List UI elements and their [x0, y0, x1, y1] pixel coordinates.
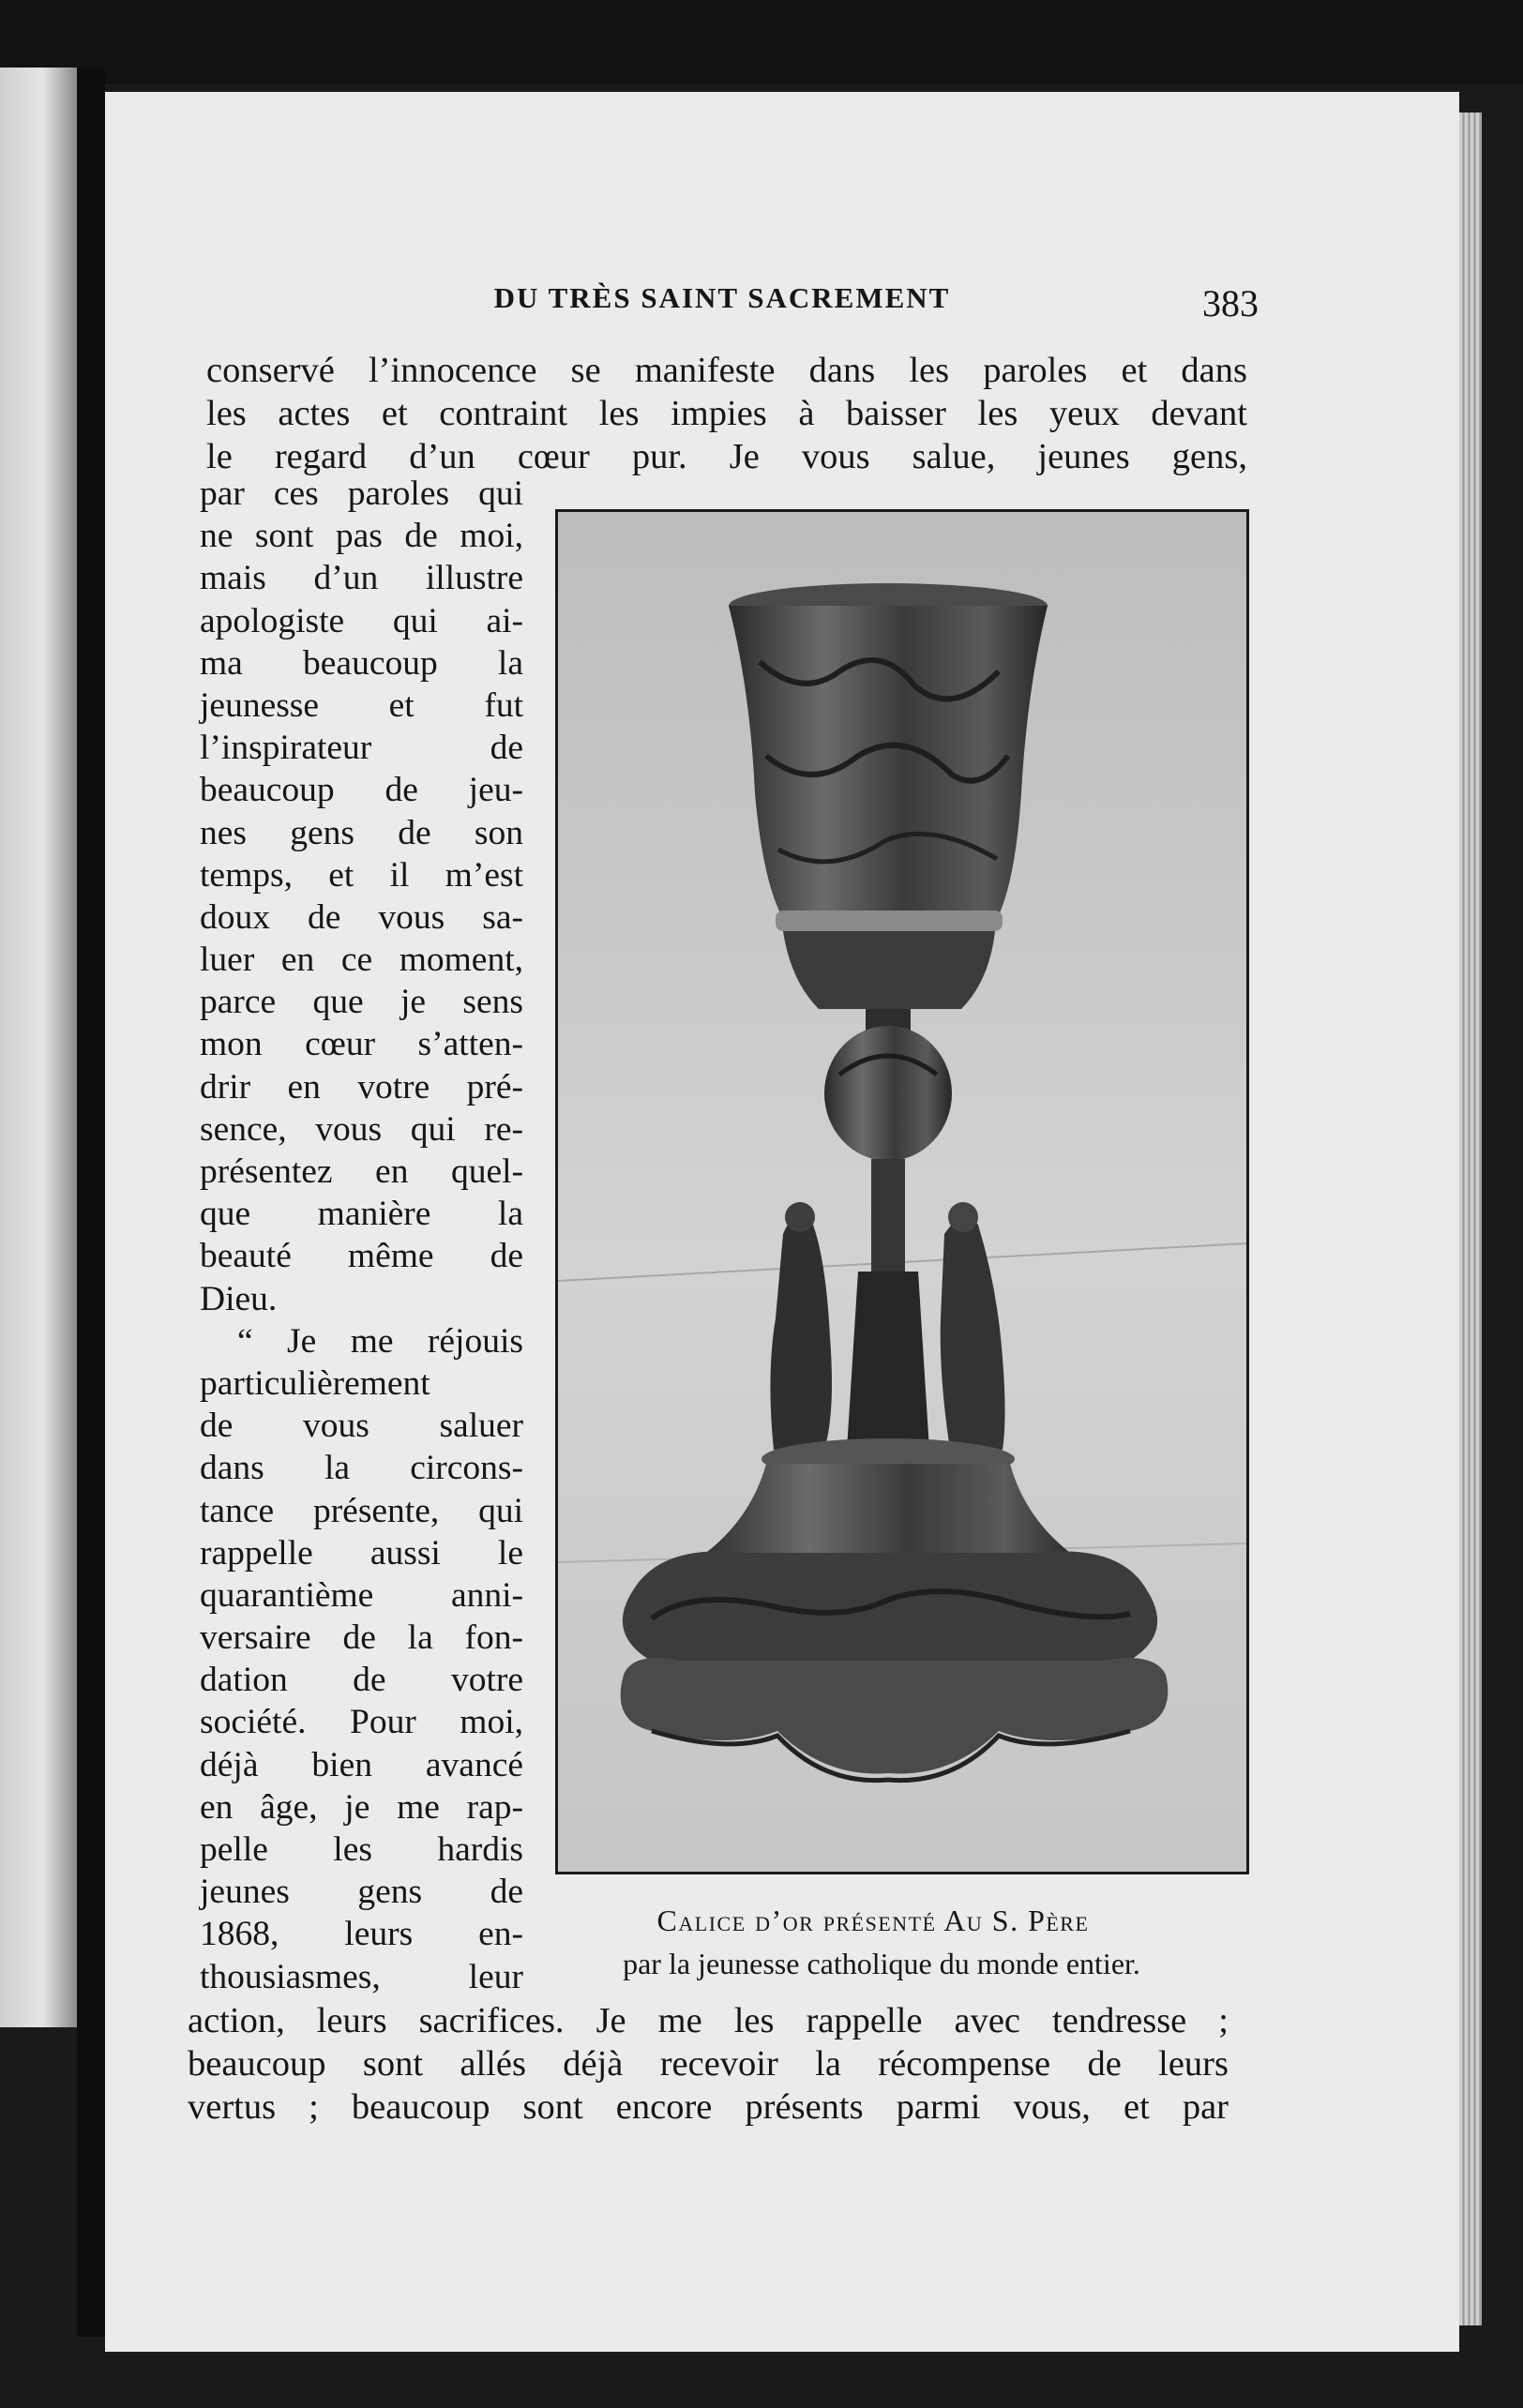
column-line: temps, et il m’est: [200, 855, 523, 895]
text-line: les actes et contraint les impies à baisser les yeux devant: [206, 394, 1247, 433]
column-line: “ Je me réjouis: [237, 1321, 523, 1361]
text-line: beaucoup sont allés déjà recevoir la récompense de leurs: [188, 2044, 1229, 2084]
text-line: vertus ; beaucoup sont encore présents parmi vous, et par: [188, 2087, 1229, 2127]
book-gutter: [77, 68, 105, 2337]
column-line: sence, vous qui re-: [200, 1109, 523, 1149]
column-line: quarantième anni-: [200, 1575, 523, 1615]
column-line: beaucoup de jeu-: [200, 771, 523, 810]
column-line: luer en ce moment,: [200, 941, 523, 980]
column-line: mon cœur s’atten-: [200, 1025, 523, 1064]
column-line: thousiasmes, leur: [200, 1957, 523, 1996]
column-line: que manière la: [200, 1195, 523, 1234]
column-line: jeunes gens de: [200, 1873, 523, 1912]
column-line: Dieu.: [200, 1279, 278, 1318]
column-line: mais d’un illustre: [200, 559, 523, 598]
column-line: en âge, je me rap-: [200, 1787, 523, 1827]
column-line: versaire de la fon-: [200, 1618, 523, 1658]
column-line: beauté même de: [200, 1237, 523, 1276]
column-line: de vous saluer: [200, 1407, 523, 1446]
column-line: ne sont pas de moi,: [200, 517, 523, 556]
page-number: 383: [1202, 282, 1259, 324]
narrow-text-column: [200, 473, 523, 1998]
text-line: le regard d’un cœur pur. Je vous salue, jeunes gens,: [206, 437, 1247, 476]
chalice-photograph: [555, 509, 1249, 1874]
column-line: jeunesse et fut: [200, 685, 523, 725]
figure-caption-title: Calice d’or présenté Au S. Père: [656, 1904, 1090, 1937]
column-line: dans la circons-: [200, 1449, 523, 1488]
column-line: société. Pour moi,: [200, 1703, 523, 1742]
column-line: doux de vous sa-: [200, 897, 523, 937]
column-line: tance présente, qui: [200, 1491, 523, 1530]
figure-caption-subtitle: par la jeunesse catholique du monde entier.: [623, 1947, 1140, 1980]
column-line: dation de votre: [200, 1661, 523, 1700]
column-line: présentez en quel-: [200, 1152, 523, 1191]
text-line: action, leurs sacrifices. Je me les rappelle avec tendresse ;: [188, 2001, 1229, 2040]
column-line: nes gens de son: [200, 813, 523, 852]
scan-dark-border: [0, 0, 1523, 84]
column-line: apologiste qui ai-: [200, 601, 523, 640]
column-line: par ces paroles qui: [200, 474, 523, 513]
column-line: particulièrement: [200, 1363, 430, 1403]
column-line: ma beaucoup la: [200, 643, 523, 683]
running-head: DU TRÈS SAINT SACREMENT: [493, 281, 951, 314]
facing-page-edge: [0, 68, 77, 2027]
chalice-illustration: [558, 512, 1246, 1872]
page-stack-edge: [1459, 113, 1482, 2325]
column-line: pelle les hardis: [200, 1830, 523, 1869]
column-line: drir en votre pré-: [200, 1067, 523, 1106]
column-line: 1868, leurs en-: [200, 1915, 523, 1954]
column-line: parce que je sens: [200, 983, 523, 1022]
column-line: rappelle aussi le: [200, 1533, 523, 1573]
column-line: l’inspirateur de: [200, 729, 523, 768]
column-line: déjà bien avancé: [200, 1745, 523, 1784]
text-line: conservé l’innocence se manifeste dans les paroles et dans: [206, 351, 1247, 390]
